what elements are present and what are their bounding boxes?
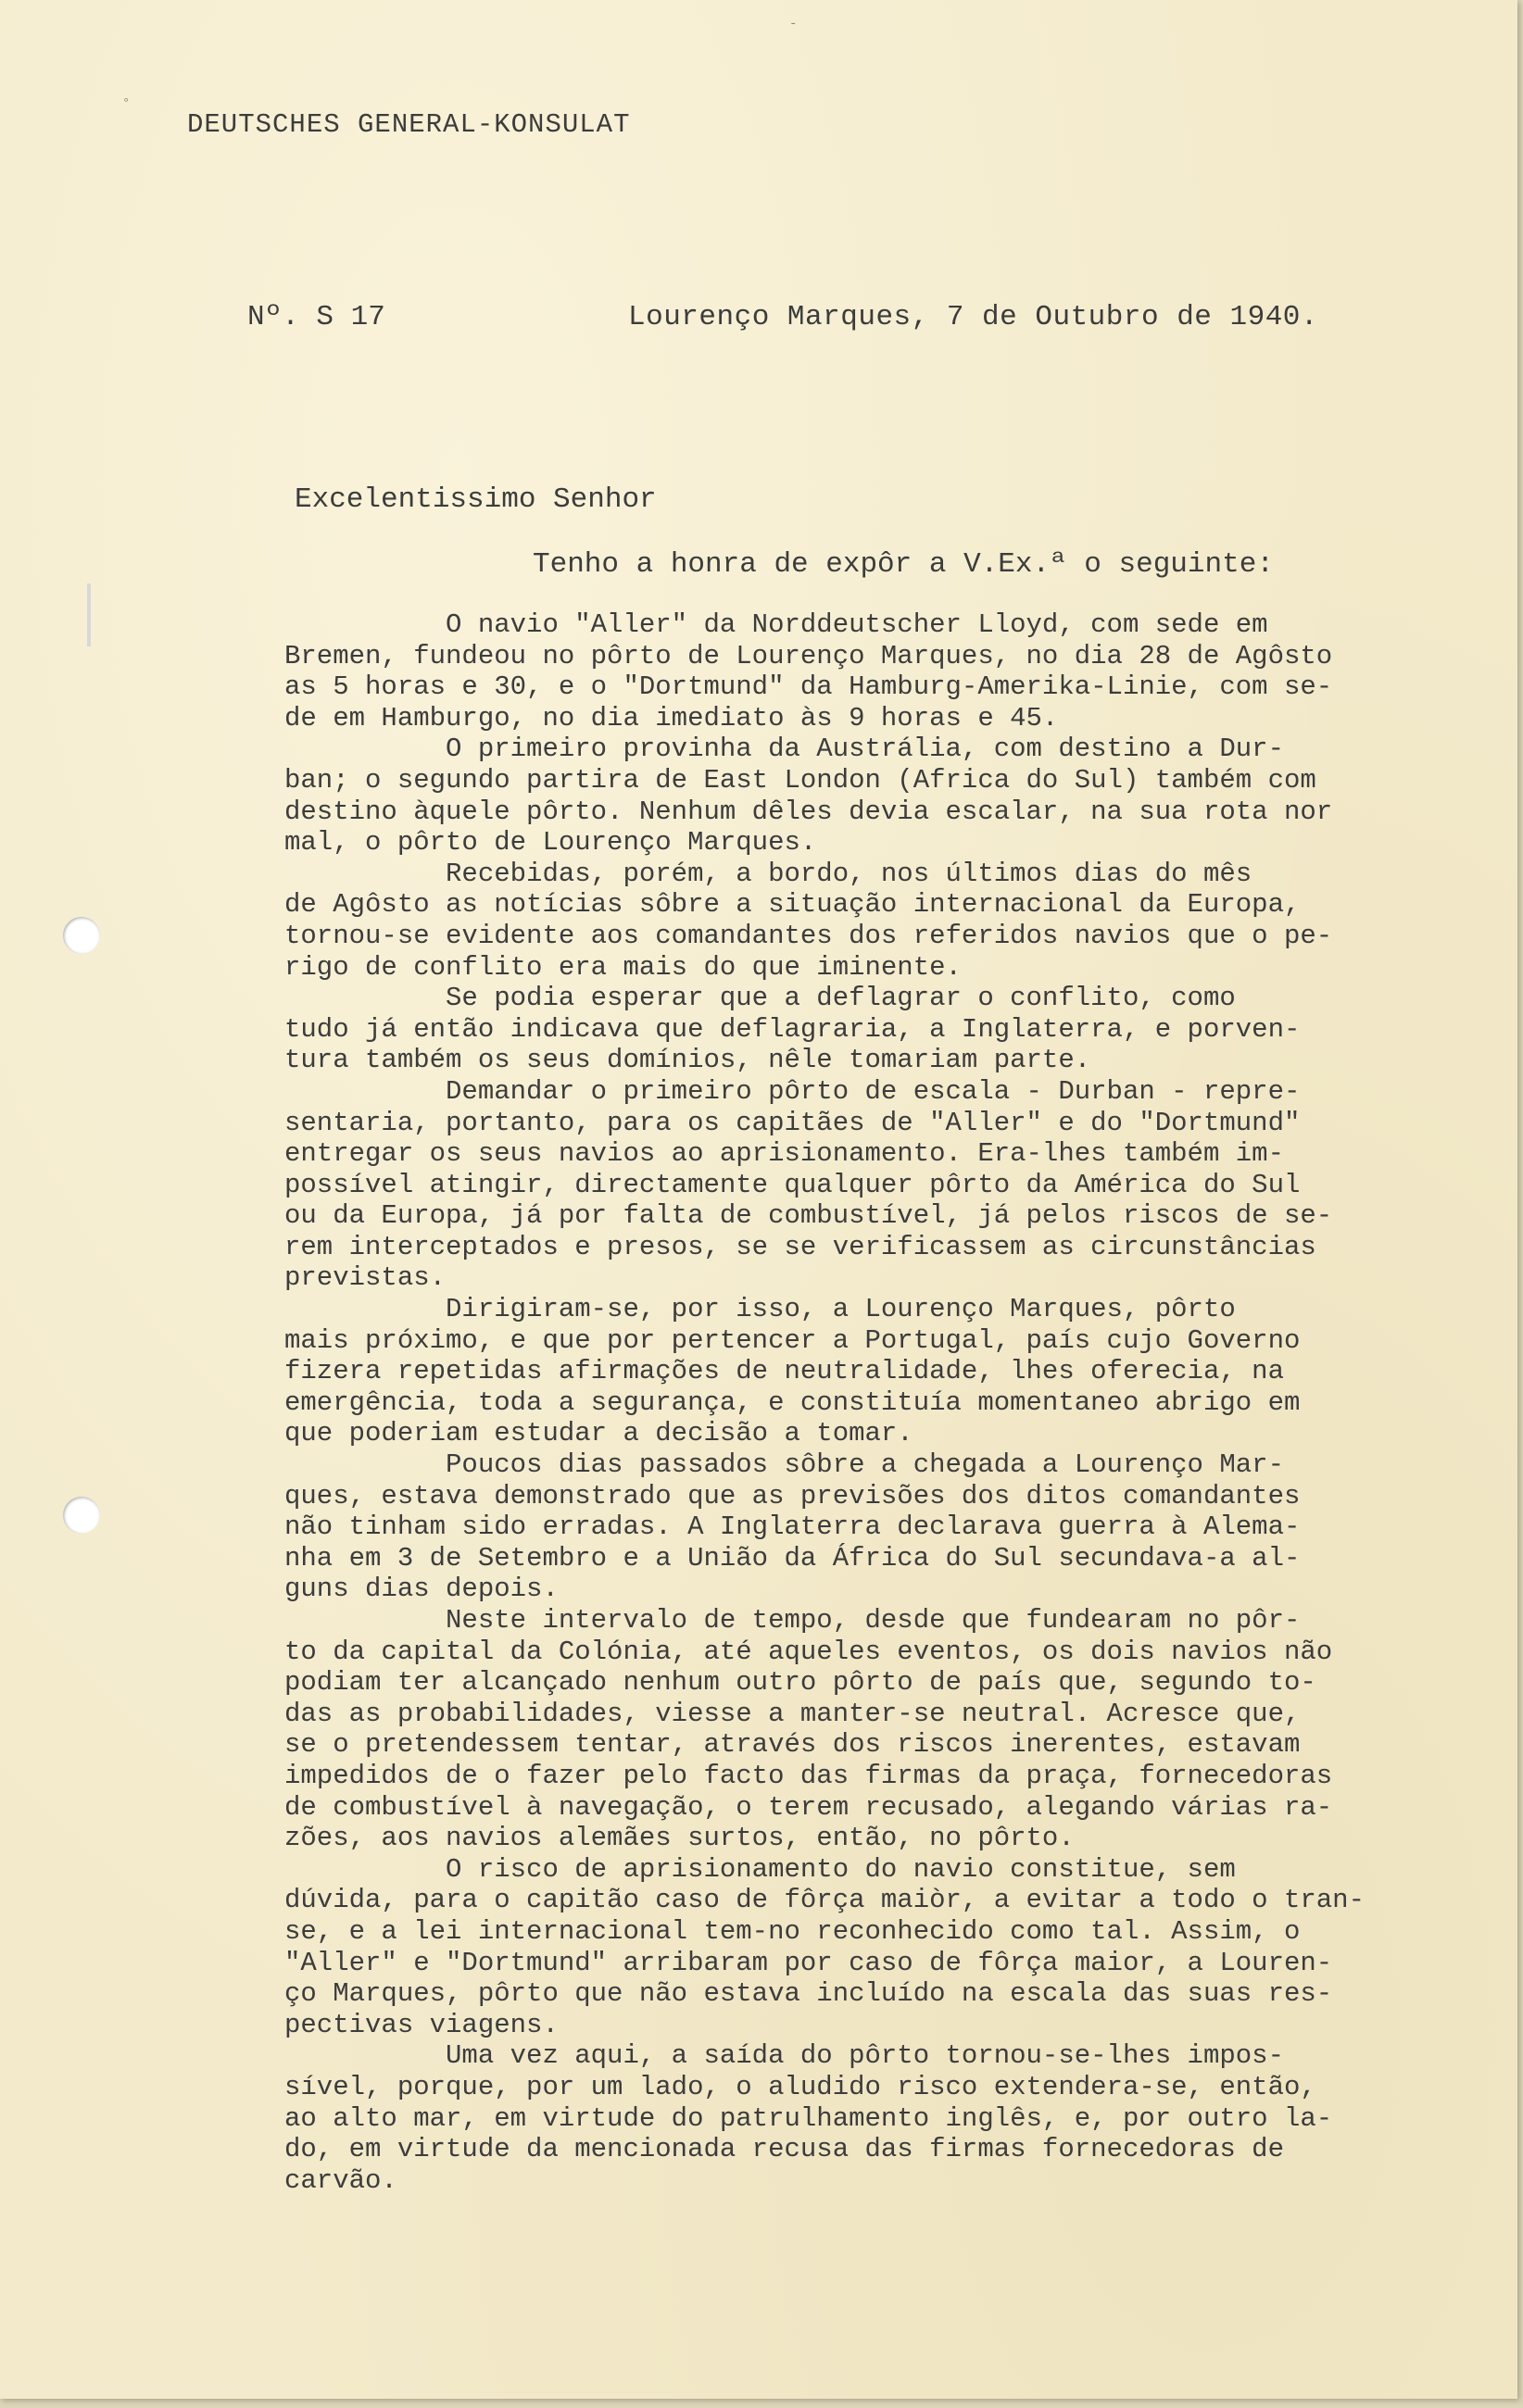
letter-body [284,609,1523,2196]
paragraph-line: se o pretendessem tentar, através dos riscos inerentes, estavam [284,1729,1301,1761]
paragraph-line: dúvida, para o capitão caso de fôrça maiòr, a evitar a todo o tran- [284,1885,1365,1916]
paragraph-line: Uma vez aqui, a saída do pôrto tornou-se-lhes impos- [284,2040,1284,2072]
paragraph-line: não tinham sido erradas. A Inglaterra declarava guerra à Alema- [284,1511,1301,1543]
paragraph-line: possível atingir, directamente qualquer pôrto da América do Sul [284,1169,1301,1200]
paragraph-line: se, e a lei internacional tem-no reconhecido como tal. Assim, o [284,1915,1301,1947]
paragraph [284,1076,1523,1294]
paragraph [284,609,1523,734]
reference-number: Nº. S 17 [247,301,385,333]
paragraph-line: "Aller" e "Dortmund" arribaram por caso de fôrça maior, a Louren- [284,1947,1333,1978]
paragraph [284,1605,1523,1854]
paragraph-line: ou da Europa, já por falta de combustível, já pelos riscos de se- [284,1200,1333,1232]
paragraph-line: mal, o pôrto de Lourenço Marques. [284,827,817,859]
paragraph-line: fizera repetidas afirmações de neutralidade, lhes oferecia, na [284,1356,1284,1387]
letterhead: DEUTSCHES GENERAL-KONSULAT [187,109,631,140]
paragraph-line: Recebidas, porém, a bordo, nos últimos dias do mês [284,858,1252,889]
paragraph-line: das as probabilidades, viesse a manter-se neutral. Acresce que, [284,1698,1301,1729]
place-date: Lourenço Marques, 7 de Outubro de 1940. [628,301,1319,333]
paragraph [284,1854,1523,2041]
paragraph-line: rem interceptados e presos, se se verificassem as circunstâncias [284,1231,1316,1262]
paragraph-line: Bremen, fundeou no pôrto de Lourenço Marques, no dia 28 de Agôsto [284,640,1333,671]
paragraph-line: ço Marques, pôrto que não estava incluído na escala das suas res- [284,1978,1333,2010]
paragraph [284,2040,1523,2196]
paragraph-line: tudo já então indicava que deflagraria, a Inglaterra, e porven- [284,1013,1301,1045]
paragraph-line: que poderiam estudar a decisão a tomar. [284,1418,913,1449]
paragraph-line: Demandar o primeiro pôrto de escala - Durban - repre- [284,1075,1301,1107]
paragraph-line: as 5 horas e 30, e o "Dortmund" da Hamburg-Amerika-Linie, com se- [284,671,1333,703]
paragraph-line: destino àquele pôrto. Nenhum dêles devia escalar, na sua rota nor [284,796,1333,827]
paragraph-line: ao alto mar, em virtude do patrulhamento inglês, e, por outro la- [284,2102,1333,2134]
paragraph-line: ban; o segundo partira de East London (Africa do Sul) também com [284,764,1316,796]
paragraph-line: O risco de aprisionamento do navio constitue, sem [284,1853,1236,1885]
paragraph-line: O navio "Aller" da Norddeutscher Lloyd, com sede em [284,609,1268,640]
paragraph [284,859,1523,983]
punch-hole [63,917,100,954]
paragraph-line: O primeiro provinha da Austrália, com destino a Dur- [284,734,1284,765]
paragraph-line: emergência, toda a segurança, e constituía momentaneo abrigo em [284,1386,1301,1418]
paragraph-line: Se podia esperar que a deflagrar o conflito, como [284,983,1236,1014]
paragraph [284,1449,1523,1605]
paragraph [284,983,1523,1076]
paragraph-line: tornou-se evidente aos comandantes dos referidos navios que o pe- [284,920,1333,951]
paragraph-line: do, em virtude da mencionada recusa das firmas fornecedoras de [284,2134,1284,2165]
intro-line: Tenho a honra de expôr a V.Ex.ª o seguinte: [533,548,1274,581]
paragraph-line: to da capital da Colónia, até aqueles eventos, os dois navios não [284,1636,1333,1667]
paragraph-line: Dirigiram-se, por isso, a Lourenço Marques, pôrto [284,1294,1236,1325]
paragraph [284,1294,1523,1449]
paragraph-line: tura também os seus domínios, nêle tomariam parte. [284,1045,1091,1076]
margin-mark: ° [122,96,131,111]
paragraph-line: zões, aos navios alemães surtos, então, no pôrto. [284,1823,1075,1854]
salutation: Excelentissimo Senhor [295,483,657,516]
paragraph-line: podiam ter alcançado nenhum outro pôrto de país que, segundo to- [284,1667,1316,1699]
paragraph [284,734,1523,858]
paragraph-line: carvão. [284,2164,397,2196]
paragraph-line: rigo de conflito era mais do que iminente. [284,951,962,983]
margin-strip [87,583,91,646]
paragraph-line: previstas. [284,1262,447,1294]
paragraph-line: pectivas viagens. [284,2009,559,2040]
paragraph-line: de em Hamburgo, no dia imediato às 9 horas e 45. [284,702,1059,734]
paragraph-line: mais próximo, e que por pertencer a Portugal, país cujo Governo [284,1324,1301,1356]
paragraph-line: Poucos dias passados sôbre a chegada a Lourenço Mar- [284,1449,1284,1481]
margin-mark: - [789,17,798,31]
paragraph-line: guns dias depois. [284,1574,559,1605]
paragraph-line: ques, estava demonstrado que as previsões dos ditos comandantes [284,1480,1301,1511]
paragraph-line: impedidos de o fazer pelo facto das firmas da praça, fornecedoras [284,1760,1333,1791]
punch-hole [63,1497,100,1534]
paragraph-line: sentaria, portanto, para os capitães de "Aller" e do "Dortmund" [284,1107,1301,1138]
paragraph-line: sível, porque, por um lado, o aludido risco extendera-se, então, [284,2071,1316,2102]
paragraph-line: Neste intervalo de tempo, desde que fundearam no pôr- [284,1605,1301,1636]
paragraph-line: nha em 3 de Setembro e a União da África do Sul secundava-a al- [284,1542,1301,1574]
paragraph-line: de combustível à navegação, o terem recusado, alegando várias ra- [284,1791,1333,1823]
paragraph-line: de Agôsto as notícias sôbre a situação internacional da Europa, [284,889,1301,921]
paragraph-line: entregar os seus navios ao aprisionamento. Era-lhes também im- [284,1138,1284,1170]
